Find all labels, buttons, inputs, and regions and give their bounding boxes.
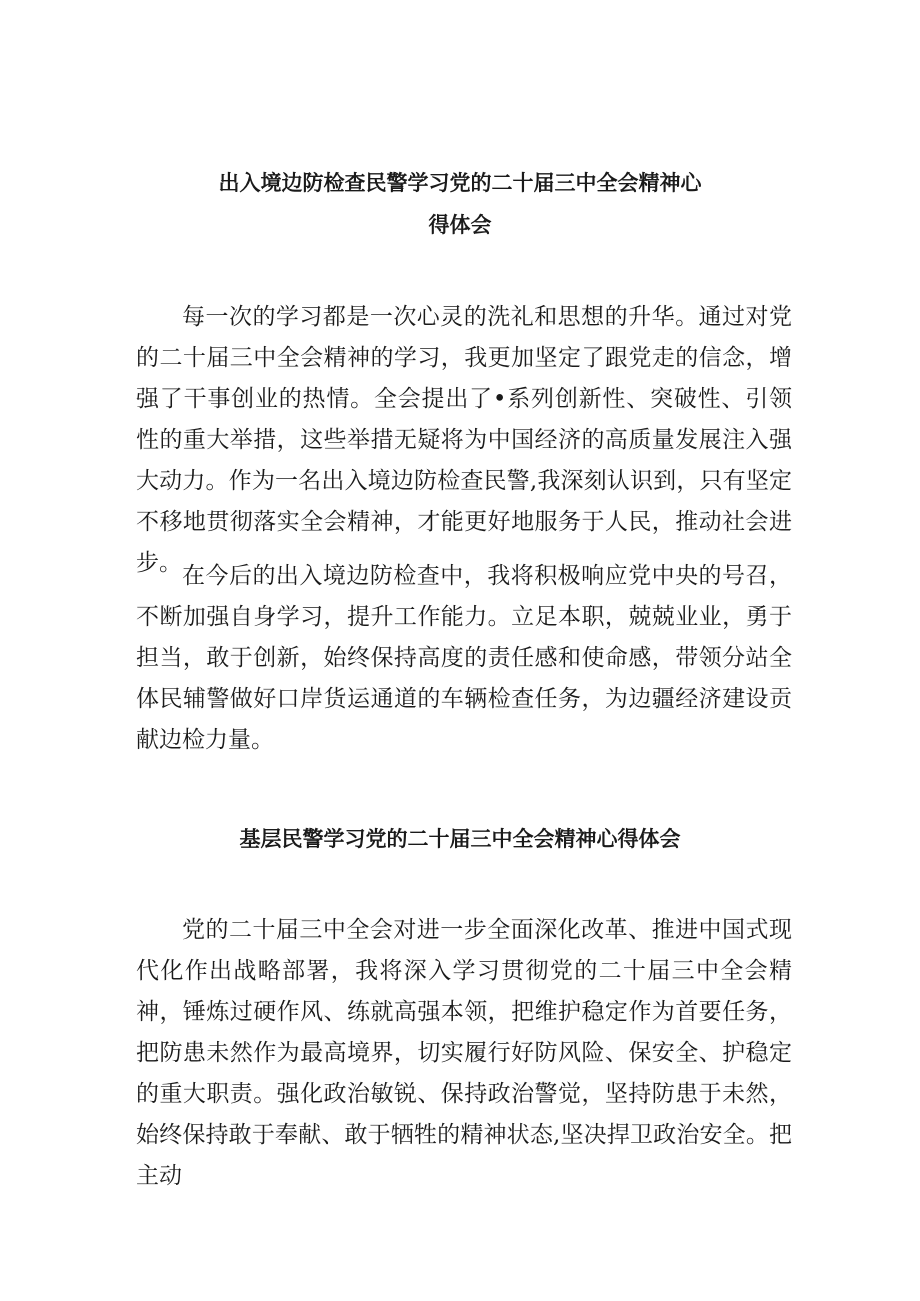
section-2-paragraph-1: 党的二十届三中全会对进一步全面深化改革、推进中国式现代化作出战略部署，我将深入学习贯彻党的二十届三中全会精神，锤炼过硬作风、练就高强本领，把维护稳定作为首要任务，把防患未然作为最高境界，切实履行好防风险、保安全、护稳定的重大职责。强化政治敏锐、保持政治警觉，坚持防患于未然，始终保持敢于奉献、敢于牺牲的精神状态,坚决捍卫政治安全。把主动 bbox=[136, 917, 792, 1189]
section-1-title bbox=[0, 162, 920, 246]
section-1-title-line-1: 出入境边防检查民警学习党的二十届三中全会精神心 bbox=[218, 171, 702, 195]
section-1-paragraph-2: 在今后的出入境边防检查中，我将积极响应党中央的号召，不断加强自身学习，提升工作能力。立足本职，兢兢业业，勇于担当，敢于创新，始终保持高度的责任感和使命感，带领分站全体民辅警做好口岸货运通道的车辆检查任务，为边疆经济建设贡献边检力量。 bbox=[136, 563, 792, 753]
section-1-paragraph-1: 每一次的学习都是一次心灵的洗礼和思想的升华。通过对党的二十届三中全会精神的学习，我更加坚定了跟党走的信念，增强了干事创业的热情。全会提出了•系列创新性、突破性、引领性的重大举措，这些举措无疑将为中国经济的高质量发展注入强大动力。作为一名出入境边防检查民警,我深刻认识到，只有坚定不移地贯彻落实全会精神，才能更好地服务于人民，推动社会进步。 bbox=[136, 304, 792, 576]
section-2-title-line-1: 基层民警学习党的二十届三中全会精神心得体会 bbox=[239, 827, 681, 851]
section-2-title bbox=[0, 818, 920, 860]
section-1-title-line-2: 得体会 bbox=[428, 213, 492, 237]
